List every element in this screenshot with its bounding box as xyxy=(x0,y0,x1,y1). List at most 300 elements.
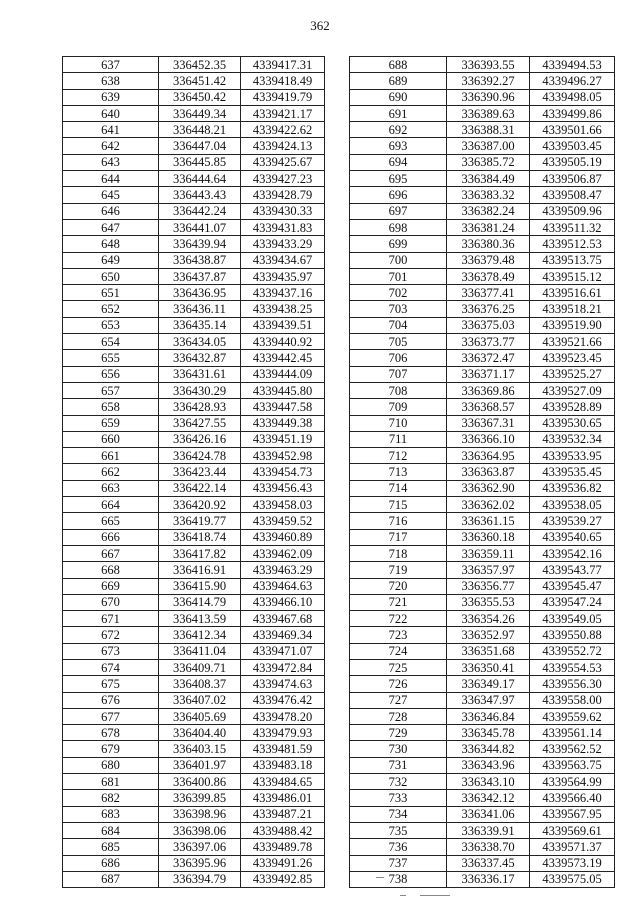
point-number: 695 xyxy=(350,171,447,187)
point-number: 730 xyxy=(350,741,447,757)
y-coordinate: 4339435.97 xyxy=(241,268,325,284)
table-row xyxy=(63,73,325,89)
y-coordinate: 4339525.27 xyxy=(530,366,615,382)
x-coordinate: 336408.37 xyxy=(159,676,241,692)
point-number: 652 xyxy=(63,301,159,317)
point-number: 661 xyxy=(63,448,159,464)
table-row xyxy=(350,806,615,822)
scan-mark xyxy=(400,895,406,896)
point-number: 689 xyxy=(350,73,447,89)
table-row xyxy=(350,431,615,447)
table-row xyxy=(63,659,325,675)
y-coordinate: 4339569.61 xyxy=(530,822,615,838)
point-number: 659 xyxy=(63,415,159,431)
y-coordinate: 4339559.62 xyxy=(530,708,615,724)
point-number: 705 xyxy=(350,334,447,350)
y-coordinate: 4339554.53 xyxy=(530,659,615,675)
table-row xyxy=(63,57,325,73)
y-coordinate: 4339459.52 xyxy=(241,513,325,529)
x-coordinate: 336426.16 xyxy=(159,431,241,447)
point-number: 728 xyxy=(350,708,447,724)
x-coordinate: 336362.90 xyxy=(447,480,530,496)
y-coordinate: 4339562.52 xyxy=(530,741,615,757)
point-number: 672 xyxy=(63,627,159,643)
point-number: 680 xyxy=(63,757,159,773)
x-coordinate: 336448.21 xyxy=(159,122,241,138)
x-coordinate: 336385.72 xyxy=(447,154,530,170)
x-coordinate: 336371.17 xyxy=(447,366,530,382)
point-number: 641 xyxy=(63,122,159,138)
y-coordinate: 4339558.00 xyxy=(530,692,615,708)
table-row xyxy=(350,708,615,724)
point-number: 733 xyxy=(350,790,447,806)
x-coordinate: 336436.95 xyxy=(159,285,241,301)
table-row xyxy=(350,350,615,366)
x-coordinate: 336451.42 xyxy=(159,73,241,89)
x-coordinate: 336339.91 xyxy=(447,822,530,838)
table-row xyxy=(350,741,615,757)
scan-mark xyxy=(420,895,450,896)
x-coordinate: 336352.97 xyxy=(447,627,530,643)
y-coordinate: 4339454.73 xyxy=(241,464,325,480)
y-coordinate: 4339566.40 xyxy=(530,790,615,806)
table-row xyxy=(63,627,325,643)
y-coordinate: 4339486.01 xyxy=(241,790,325,806)
x-coordinate: 336399.85 xyxy=(159,790,241,806)
point-number: 650 xyxy=(63,268,159,284)
table-row xyxy=(350,73,615,89)
table-row xyxy=(63,464,325,480)
y-coordinate: 4339428.79 xyxy=(241,187,325,203)
x-coordinate: 336424.78 xyxy=(159,448,241,464)
table-row xyxy=(350,871,615,887)
table-row xyxy=(350,643,615,659)
y-coordinate: 4339571.37 xyxy=(530,839,615,855)
table-row xyxy=(350,334,615,350)
point-number: 729 xyxy=(350,725,447,741)
point-number: 644 xyxy=(63,171,159,187)
point-number: 663 xyxy=(63,480,159,496)
point-number: 686 xyxy=(63,855,159,871)
point-number: 722 xyxy=(350,611,447,627)
x-coordinate: 336355.53 xyxy=(447,594,530,610)
y-coordinate: 4339425.67 xyxy=(241,154,325,170)
point-number: 681 xyxy=(63,774,159,790)
point-number: 687 xyxy=(63,871,159,887)
table-row xyxy=(350,448,615,464)
point-number: 698 xyxy=(350,219,447,235)
x-coordinate: 336431.61 xyxy=(159,366,241,382)
x-coordinate: 336438.87 xyxy=(159,252,241,268)
y-coordinate: 4339479.93 xyxy=(241,725,325,741)
point-number: 706 xyxy=(350,350,447,366)
x-coordinate: 336411.04 xyxy=(159,643,241,659)
y-coordinate: 4339535.45 xyxy=(530,464,615,480)
x-coordinate: 336388.31 xyxy=(447,122,530,138)
table-row xyxy=(350,415,615,431)
table-row xyxy=(350,252,615,268)
y-coordinate: 4339505.19 xyxy=(530,154,615,170)
table-row xyxy=(350,154,615,170)
point-number: 704 xyxy=(350,317,447,333)
x-coordinate: 336437.87 xyxy=(159,268,241,284)
point-number: 647 xyxy=(63,219,159,235)
table-row xyxy=(63,790,325,806)
x-coordinate: 336417.82 xyxy=(159,545,241,561)
y-coordinate: 4339418.49 xyxy=(241,73,325,89)
point-number: 674 xyxy=(63,659,159,675)
table-row xyxy=(350,822,615,838)
point-number: 664 xyxy=(63,497,159,513)
x-coordinate: 336360.18 xyxy=(447,529,530,545)
y-coordinate: 4339521.66 xyxy=(530,334,615,350)
point-number: 723 xyxy=(350,627,447,643)
table-row xyxy=(63,382,325,398)
y-coordinate: 4339430.33 xyxy=(241,203,325,219)
x-coordinate: 336436.11 xyxy=(159,301,241,317)
point-number: 673 xyxy=(63,643,159,659)
y-coordinate: 4339488.42 xyxy=(241,822,325,838)
y-coordinate: 4339476.42 xyxy=(241,692,325,708)
table-row xyxy=(63,399,325,415)
y-coordinate: 4339543.77 xyxy=(530,562,615,578)
table-row xyxy=(63,757,325,773)
point-number: 737 xyxy=(350,855,447,871)
x-coordinate: 336384.49 xyxy=(447,171,530,187)
y-coordinate: 4339523.45 xyxy=(530,350,615,366)
coordinates-table-right xyxy=(349,56,615,888)
x-coordinate: 336439.94 xyxy=(159,236,241,252)
x-coordinate: 336404.40 xyxy=(159,725,241,741)
point-number: 653 xyxy=(63,317,159,333)
table-row xyxy=(350,529,615,545)
y-coordinate: 4339556.30 xyxy=(530,676,615,692)
point-number: 691 xyxy=(350,105,447,121)
x-coordinate: 336383.32 xyxy=(447,187,530,203)
x-coordinate: 336405.69 xyxy=(159,708,241,724)
y-coordinate: 4339439.51 xyxy=(241,317,325,333)
point-number: 656 xyxy=(63,366,159,382)
point-number: 697 xyxy=(350,203,447,219)
point-number: 731 xyxy=(350,757,447,773)
point-number: 676 xyxy=(63,692,159,708)
point-number: 645 xyxy=(63,187,159,203)
y-coordinate: 4339421.17 xyxy=(241,105,325,121)
point-number: 694 xyxy=(350,154,447,170)
x-coordinate: 336354.26 xyxy=(447,611,530,627)
x-coordinate: 336414.79 xyxy=(159,594,241,610)
point-number: 648 xyxy=(63,236,159,252)
y-coordinate: 4339469.34 xyxy=(241,627,325,643)
point-number: 693 xyxy=(350,138,447,154)
y-coordinate: 4339449.38 xyxy=(241,415,325,431)
table-row xyxy=(63,529,325,545)
table-row xyxy=(63,578,325,594)
x-coordinate: 336443.43 xyxy=(159,187,241,203)
point-number: 639 xyxy=(63,89,159,105)
x-coordinate: 336430.29 xyxy=(159,382,241,398)
point-number: 654 xyxy=(63,334,159,350)
point-number: 699 xyxy=(350,236,447,252)
y-coordinate: 4339451.19 xyxy=(241,431,325,447)
y-coordinate: 4339478.20 xyxy=(241,708,325,724)
x-coordinate: 336338.70 xyxy=(447,839,530,855)
y-coordinate: 4339498.05 xyxy=(530,89,615,105)
y-coordinate: 4339419.79 xyxy=(241,89,325,105)
y-coordinate: 4339547.24 xyxy=(530,594,615,610)
x-coordinate: 336397.06 xyxy=(159,839,241,855)
page-number: 362 xyxy=(310,18,330,33)
y-coordinate: 4339538.05 xyxy=(530,497,615,513)
x-coordinate: 336357.97 xyxy=(447,562,530,578)
x-coordinate: 336366.10 xyxy=(447,431,530,447)
x-coordinate: 336367.31 xyxy=(447,415,530,431)
y-coordinate: 4339518.21 xyxy=(530,301,615,317)
table-row xyxy=(350,513,615,529)
x-coordinate: 336359.11 xyxy=(447,545,530,561)
table-row xyxy=(63,187,325,203)
point-number: 684 xyxy=(63,822,159,838)
table-row xyxy=(350,317,615,333)
x-coordinate: 336394.79 xyxy=(159,871,241,887)
table-row xyxy=(350,268,615,284)
scan-mark xyxy=(376,877,384,878)
point-number: 655 xyxy=(63,350,159,366)
y-coordinate: 4339508.47 xyxy=(530,187,615,203)
table-row xyxy=(63,822,325,838)
point-number: 702 xyxy=(350,285,447,301)
y-coordinate: 4339533.95 xyxy=(530,448,615,464)
point-number: 669 xyxy=(63,578,159,594)
point-number: 734 xyxy=(350,806,447,822)
y-coordinate: 4339472.84 xyxy=(241,659,325,675)
y-coordinate: 4339460.89 xyxy=(241,529,325,545)
table-row xyxy=(350,236,615,252)
y-coordinate: 4339494.53 xyxy=(530,57,615,73)
y-coordinate: 4339519.90 xyxy=(530,317,615,333)
y-coordinate: 4339509.96 xyxy=(530,203,615,219)
x-coordinate: 336435.14 xyxy=(159,317,241,333)
table-row xyxy=(63,252,325,268)
y-coordinate: 4339462.09 xyxy=(241,545,325,561)
table-row xyxy=(350,105,615,121)
table-row xyxy=(350,89,615,105)
table-row xyxy=(63,334,325,350)
point-number: 637 xyxy=(63,57,159,73)
x-coordinate: 336395.96 xyxy=(159,855,241,871)
x-coordinate: 336377.41 xyxy=(447,285,530,301)
table-row xyxy=(350,464,615,480)
table-row xyxy=(63,692,325,708)
table-row xyxy=(350,855,615,871)
y-coordinate: 4339422.62 xyxy=(241,122,325,138)
x-coordinate: 336387.00 xyxy=(447,138,530,154)
x-coordinate: 336428.93 xyxy=(159,399,241,415)
point-number: 721 xyxy=(350,594,447,610)
x-coordinate: 336382.24 xyxy=(447,203,530,219)
table-row xyxy=(63,89,325,105)
table-row xyxy=(350,480,615,496)
table-row xyxy=(350,171,615,187)
y-coordinate: 4339444.09 xyxy=(241,366,325,382)
point-number: 677 xyxy=(63,708,159,724)
point-number: 712 xyxy=(350,448,447,464)
table-row xyxy=(63,203,325,219)
point-number: 666 xyxy=(63,529,159,545)
table-row xyxy=(63,855,325,871)
point-number: 724 xyxy=(350,643,447,659)
table-row xyxy=(63,138,325,154)
x-coordinate: 336347.97 xyxy=(447,692,530,708)
y-coordinate: 4339506.87 xyxy=(530,171,615,187)
x-coordinate: 336379.48 xyxy=(447,252,530,268)
y-coordinate: 4339542.16 xyxy=(530,545,615,561)
point-number: 657 xyxy=(63,382,159,398)
y-coordinate: 4339466.10 xyxy=(241,594,325,610)
table-row xyxy=(63,594,325,610)
table-row xyxy=(350,382,615,398)
point-number: 692 xyxy=(350,122,447,138)
point-number: 675 xyxy=(63,676,159,692)
x-coordinate: 336442.24 xyxy=(159,203,241,219)
table-row xyxy=(350,366,615,382)
y-coordinate: 4339481.59 xyxy=(241,741,325,757)
table-row xyxy=(63,741,325,757)
table-row xyxy=(63,806,325,822)
table-row xyxy=(350,594,615,610)
point-number: 658 xyxy=(63,399,159,415)
x-coordinate: 336444.64 xyxy=(159,171,241,187)
point-number: 735 xyxy=(350,822,447,838)
x-coordinate: 336415.90 xyxy=(159,578,241,594)
point-number: 671 xyxy=(63,611,159,627)
table-row xyxy=(350,774,615,790)
y-coordinate: 4339424.13 xyxy=(241,138,325,154)
y-coordinate: 4339458.03 xyxy=(241,497,325,513)
x-coordinate: 336341.06 xyxy=(447,806,530,822)
y-coordinate: 4339442.45 xyxy=(241,350,325,366)
x-coordinate: 336342.12 xyxy=(447,790,530,806)
table-row xyxy=(350,219,615,235)
table-row xyxy=(350,203,615,219)
point-number: 651 xyxy=(63,285,159,301)
y-coordinate: 4339417.31 xyxy=(241,57,325,73)
table-row xyxy=(350,187,615,203)
point-number: 649 xyxy=(63,252,159,268)
x-coordinate: 336349.17 xyxy=(447,676,530,692)
table-row xyxy=(63,154,325,170)
y-coordinate: 4339561.14 xyxy=(530,725,615,741)
point-number: 732 xyxy=(350,774,447,790)
x-coordinate: 336376.25 xyxy=(447,301,530,317)
y-coordinate: 4339440.92 xyxy=(241,334,325,350)
point-number: 708 xyxy=(350,382,447,398)
table-row xyxy=(63,171,325,187)
x-coordinate: 336432.87 xyxy=(159,350,241,366)
table-row xyxy=(350,839,615,855)
x-coordinate: 336373.77 xyxy=(447,334,530,350)
point-number: 726 xyxy=(350,676,447,692)
table-row xyxy=(63,317,325,333)
point-number: 670 xyxy=(63,594,159,610)
coordinates-table-left xyxy=(62,56,325,888)
x-coordinate: 336423.44 xyxy=(159,464,241,480)
point-number: 667 xyxy=(63,545,159,561)
x-coordinate: 336419.77 xyxy=(159,513,241,529)
y-coordinate: 4339434.67 xyxy=(241,252,325,268)
table-row xyxy=(350,301,615,317)
x-coordinate: 336427.55 xyxy=(159,415,241,431)
table-row xyxy=(350,659,615,675)
y-coordinate: 4339516.61 xyxy=(530,285,615,301)
table-row xyxy=(63,105,325,121)
y-coordinate: 4339492.85 xyxy=(241,871,325,887)
y-coordinate: 4339550.88 xyxy=(530,627,615,643)
y-coordinate: 4339532.34 xyxy=(530,431,615,447)
x-coordinate: 336351.68 xyxy=(447,643,530,659)
point-number: 707 xyxy=(350,366,447,382)
y-coordinate: 4339530.65 xyxy=(530,415,615,431)
table-row xyxy=(63,839,325,855)
table-row xyxy=(350,562,615,578)
point-number: 718 xyxy=(350,545,447,561)
table-row xyxy=(63,236,325,252)
table-row xyxy=(63,676,325,692)
table-row xyxy=(63,431,325,447)
x-coordinate: 336337.45 xyxy=(447,855,530,871)
x-coordinate: 336390.96 xyxy=(447,89,530,105)
y-coordinate: 4339501.66 xyxy=(530,122,615,138)
x-coordinate: 336398.06 xyxy=(159,822,241,838)
y-coordinate: 4339496.27 xyxy=(530,73,615,89)
table-row xyxy=(63,871,325,887)
table-row xyxy=(350,57,615,73)
x-coordinate: 336422.14 xyxy=(159,480,241,496)
x-coordinate: 336412.34 xyxy=(159,627,241,643)
point-number: 640 xyxy=(63,105,159,121)
table-row xyxy=(63,268,325,284)
point-number: 703 xyxy=(350,301,447,317)
table-row xyxy=(63,448,325,464)
table-row xyxy=(63,122,325,138)
x-coordinate: 336401.97 xyxy=(159,757,241,773)
point-number: 668 xyxy=(63,562,159,578)
point-number: 642 xyxy=(63,138,159,154)
point-number: 678 xyxy=(63,725,159,741)
table-row xyxy=(63,562,325,578)
y-coordinate: 4339573.19 xyxy=(530,855,615,871)
x-coordinate: 336392.27 xyxy=(447,73,530,89)
x-coordinate: 336398.96 xyxy=(159,806,241,822)
table-row xyxy=(63,497,325,513)
x-coordinate: 336447.04 xyxy=(159,138,241,154)
point-number: 710 xyxy=(350,415,447,431)
table-row xyxy=(63,301,325,317)
point-number: 716 xyxy=(350,513,447,529)
y-coordinate: 4339512.53 xyxy=(530,236,615,252)
table-row xyxy=(350,676,615,692)
y-coordinate: 4339515.12 xyxy=(530,268,615,284)
y-coordinate: 4339539.27 xyxy=(530,513,615,529)
y-coordinate: 4339563.75 xyxy=(530,757,615,773)
table-row xyxy=(350,757,615,773)
x-coordinate: 336369.86 xyxy=(447,382,530,398)
point-number: 711 xyxy=(350,431,447,447)
point-number: 736 xyxy=(350,839,447,855)
point-number: 679 xyxy=(63,741,159,757)
x-coordinate: 336420.92 xyxy=(159,497,241,513)
x-coordinate: 336336.17 xyxy=(447,871,530,887)
